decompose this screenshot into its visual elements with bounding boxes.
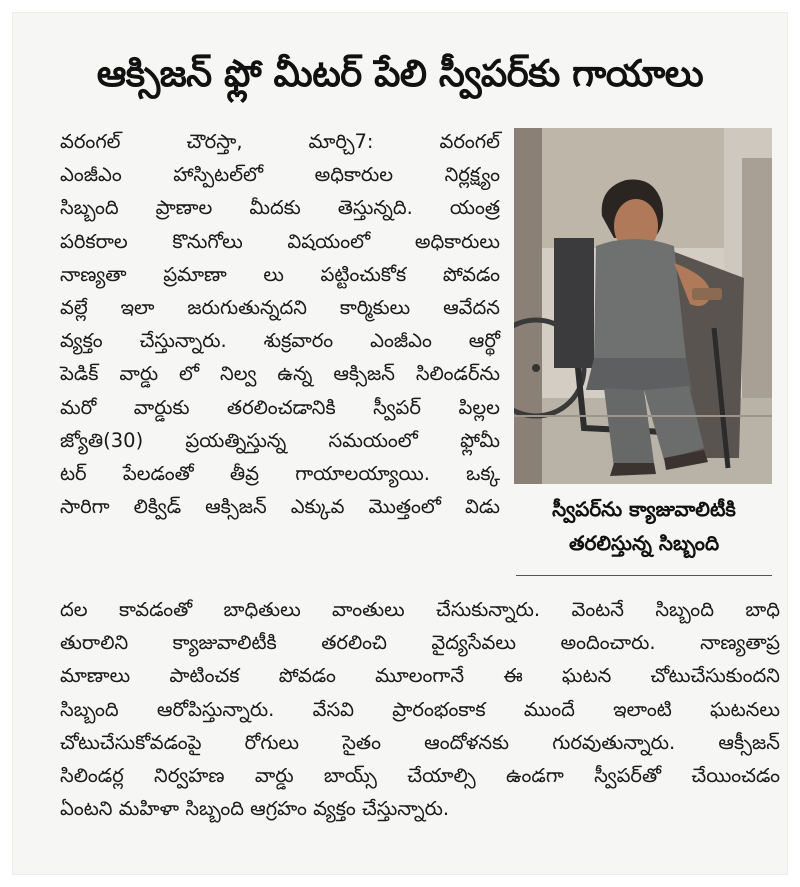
photo-caption [516, 492, 772, 560]
caption-divider [516, 575, 772, 576]
body-line: మరో వార్డుకు తరలించడానికి స్వీపర్ పిల్లల [60, 395, 500, 419]
body-line: నాణ్యతా ప్రమాణా లు పట్టించుకోక పోవడం [60, 262, 500, 286]
body-line: వల్లే ఇలా జరుగుతున్నదని కార్మికులు ఆవేదన [60, 295, 500, 319]
body-line: సారిగా లిక్విడ్ ఆక్సిజన్ ఎక్కువ మొత్తంలో విడు [60, 495, 500, 519]
body-line: మాణాలు పాటించక పోవడం మూలంగానే ఈ ఘటన చోటుచేసుకుందని [60, 664, 780, 688]
body-line: దల కావడంతో బాధితులు వాంతులు చేసుకున్నారు. వెంటనే సిబ్బంది బాధి [60, 598, 780, 621]
body-line: పెడిక్ వార్డు లో నిల్వ ఉన్న ఆక్సిజన్ సిలిండర్‌ను [60, 362, 500, 386]
photo-caption-line: తరలిస్తున్న సిబ్బంది [568, 531, 720, 555]
body-line: తురాలిని క్యాజువాలిటీకి తరలించి వైద్యసేవలు అందించారు. నాణ్యతాప్ర [60, 631, 780, 655]
photo-caption-line: స్వీపర్‌ను క్యాజువాలిటీకి [552, 497, 736, 521]
body-line: సిలిండర్ల నిర్వహణ వార్డు బాయ్స్ చేయాల్సి ఉండగా స్వీపర్‌తో చేయించడం [60, 763, 780, 787]
body-line: పరికరాల కొనుగోలు విషయంలో అధికారులు [60, 229, 500, 253]
body-line: వరంగల్ చౌరస్తా, మార్చి7: వరంగల్ [60, 130, 500, 153]
article-body-column [60, 125, 500, 523]
body-line: సిబ్బంది ఆరోపిస్తున్నారు. వేసవి ప్రారంభంకాక ముందే ఇలాంటి ఘటనలు [60, 697, 780, 721]
body-line: వ్యక్తం చేస్తున్నారు. శుక్రవారం ఎంజీఎం ఆర్థో [60, 329, 500, 353]
news-photo [514, 128, 772, 484]
body-line: ఎంజీఎం హాస్పిటల్‌లో అధికారుల నిర్లక్ష్యం [60, 163, 500, 187]
body-line: చోటుచేసుకోవడంపై రోగులు సైతం ఆందోళనకు గురవుతున్నారు. ఆక్సీజన్ [60, 730, 780, 754]
body-line: ఏంటని మహిళా సిబ్బంది ఆగ్రహం వ్యక్తం చేస్తున్నారు. [60, 797, 450, 821]
sweeper-in-wheelchair-photo [514, 128, 772, 484]
body-line: టర్ పేలడంతో తీవ్ర గాయాలయ్యాయి. ఒక్క [60, 461, 500, 485]
article-headline: ఆక్సిజన్ ఫ్లో మీటర్ పేలి స్వీపర్‌కు గాయాలు [96, 52, 704, 95]
body-line: జ్యోతి(30) ప్రయత్నిస్తున్న సమయంలో ఫ్లోమీ [60, 428, 500, 452]
body-line: సిబ్బంది ప్రాణాల మీదకు తెస్తున్నది. యంత్ర [60, 196, 500, 220]
article-body-full-width [60, 593, 780, 825]
